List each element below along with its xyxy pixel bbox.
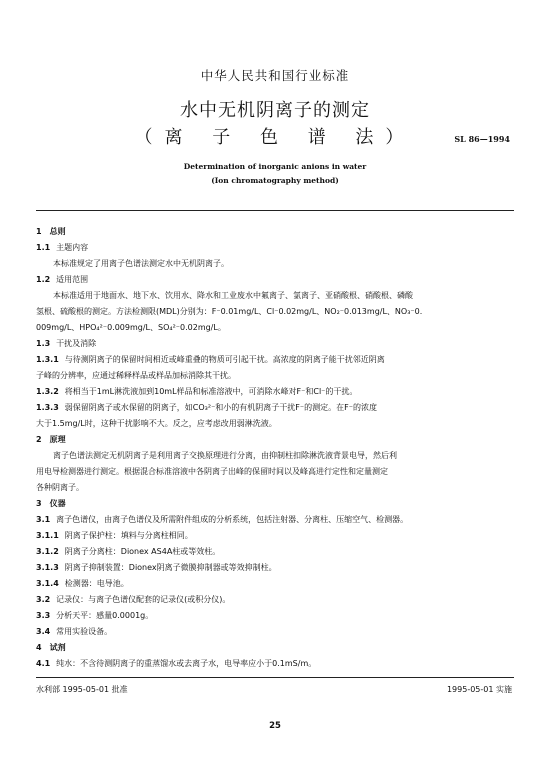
clause-number: 3.4 — [36, 627, 51, 636]
effective-date: 1995-05-01 实施 — [446, 685, 512, 694]
section-heading — [36, 496, 514, 512]
clause-text: 子峰的分辨率，应通过稀释样品或样品加标消除其干扰。 — [36, 371, 236, 380]
paragraph-line — [36, 448, 514, 464]
clause-text: 大于1.5mg/L时，这种干扰影响不大。反之，应考虑改用弱淋洗液。 — [36, 419, 277, 428]
clause-number: 3.1 — [36, 515, 51, 524]
page-number: 25 — [269, 721, 281, 731]
page-subtitle: （离 子 色 谱 法） — [134, 127, 416, 148]
english-subtitle: (Ion chromatography method) — [211, 176, 339, 185]
clause-line — [36, 400, 514, 416]
clause-number: 3.1.3 — [36, 563, 59, 572]
clause-line — [36, 544, 514, 560]
clause-line — [36, 352, 514, 368]
clause-number: 3.1.4 — [36, 579, 59, 588]
clause-number: 1.1 — [36, 243, 51, 252]
clause-line — [36, 576, 514, 592]
clause-number: 3.2 — [36, 595, 51, 604]
clause-text: 仪器 — [49, 499, 66, 508]
paragraph-line — [36, 480, 514, 496]
clause-line — [36, 512, 514, 528]
paragraph-line — [36, 256, 514, 272]
clause-number: 3.3 — [36, 611, 51, 620]
clause-line — [36, 592, 514, 608]
clause-number: 1.3 — [36, 339, 51, 348]
clause-text: 009mg/L、HPO₄²⁻0.009mg/L、SO₄²⁻0.02mg/L。 — [36, 323, 226, 332]
section-heading — [36, 432, 514, 448]
page-title: 水中无机阴离子的测定 — [180, 100, 370, 121]
clause-number: 1.3.3 — [36, 403, 59, 412]
clause-text: 弱保留阴离子或水保留的阴离子，如CO₃²⁻和小的有机阴离子干扰F⁻的测定。在F⁻的浓度 — [64, 403, 377, 412]
clause-text: 各种阴离子。 — [36, 483, 84, 492]
clause-line — [36, 272, 514, 288]
clause-text: 将相当于1mL淋洗液加到10mL样品和标准溶液中，可消除水峰对F⁻和Cl⁻的干扰。 — [64, 387, 358, 396]
clause-text: 阴离子抑制装置：Dionex阴离子微膜抑制器或等效抑制柱。 — [64, 563, 277, 572]
clause-text: 纯水：不含待测阴离子的重蒸馏水或去离子水，电导率应小于0.1mS/m。 — [56, 659, 317, 668]
clause-text: 适用范围 — [56, 275, 89, 284]
clause-text: 氢根、硫酸根的测定。方法检测限(MDL)分别为：F⁻0.01mg/L、Cl⁻0.02mg/L、NO₂⁻0.013mg/L、NO₃⁻0. — [36, 307, 423, 316]
standard-code: SL 86—1994 — [454, 134, 510, 144]
clause-text: 干扰及消除 — [56, 339, 97, 348]
clause-text: 本标准规定了用离子色谱法测定水中无机阴离子。 — [53, 259, 229, 268]
footer-divider — [36, 677, 514, 678]
paragraph-line — [36, 464, 514, 480]
paragraph-line — [36, 304, 514, 320]
clause-text: 离子色谱法测定无机阴离子是利用离子交换原理进行分离，由抑制柱扣除淋洗液背景电导，然后利 — [53, 451, 397, 460]
english-title: Determination of inorganic anions in water — [183, 162, 367, 171]
clause-number: 4 — [36, 643, 42, 652]
clause-line — [36, 336, 514, 352]
document-body — [36, 224, 514, 672]
approval-note: 水利部 1995-05-01 批准 — [36, 685, 128, 694]
clause-text: 试剂 — [49, 643, 66, 652]
clause-text: 记录仪：与离子色谱仪配套的记录仪(或积分仪)。 — [56, 595, 231, 604]
paragraph-line — [36, 368, 514, 384]
clause-text: 与待测阴离子的保留时间相近或峰重叠的物质可引起干扰。高浓度的阴离子能干扰邻近阴离 — [64, 355, 385, 364]
clause-number: 1 — [36, 227, 42, 236]
clause-line — [36, 560, 514, 576]
clause-text: 阴离子保护柱：填料与分离柱相同。 — [64, 531, 193, 540]
clause-text: 分析天平：感量0.0001g。 — [56, 611, 154, 620]
paragraph-line — [36, 320, 514, 336]
clause-number: 3 — [36, 499, 42, 508]
clause-line — [36, 656, 514, 672]
section-heading — [36, 640, 514, 656]
clause-line — [36, 624, 514, 640]
clause-text: 用电导检测器进行测定。根据混合标准溶液中各阴离子出峰的保留时间以及峰高进行定性和定量测定 — [36, 467, 388, 476]
paragraph-line — [36, 416, 514, 432]
clause-text: 检测器：电导池。 — [64, 579, 129, 588]
header-divider — [36, 210, 514, 211]
paragraph-line — [36, 288, 514, 304]
clause-number: 1.3.2 — [36, 387, 59, 396]
clause-line — [36, 240, 514, 256]
clause-text: 离子色谱仪，由离子色谱仪及所需附件组成的分析系统，包括注射器、分离柱、压缩空气、检测器。 — [56, 515, 409, 524]
clause-line — [36, 608, 514, 624]
clause-line — [36, 528, 514, 544]
clause-text: 阴离子分离柱：Dionex AS4A柱或等效柱。 — [64, 547, 221, 556]
clause-text: 主题内容 — [56, 243, 89, 252]
clause-number: 3.1.2 — [36, 547, 59, 556]
clause-number: 3.1.1 — [36, 531, 59, 540]
clause-number: 1.2 — [36, 275, 51, 284]
clause-text: 总则 — [49, 227, 66, 236]
clause-text: 常用实验设备。 — [56, 627, 113, 636]
section-heading — [36, 224, 514, 240]
clause-number: 4.1 — [36, 659, 51, 668]
standard-type: 中华人民共和国行业标准 — [200, 68, 350, 83]
clause-number: 2 — [36, 435, 42, 444]
clause-text: 原理 — [49, 435, 66, 444]
clause-number: 1.3.1 — [36, 355, 59, 364]
clause-text: 本标准适用于地面水、地下水、饮用水、降水和工业废水中氟离子、氯离子、亚硝酸根、硝酸根、磷酸 — [53, 291, 413, 300]
clause-line — [36, 384, 514, 400]
